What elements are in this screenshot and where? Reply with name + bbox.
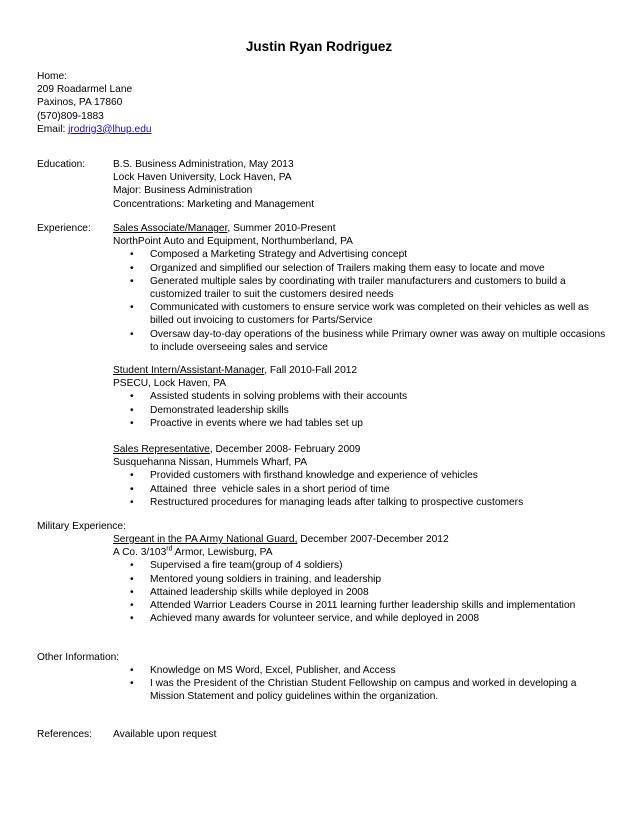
job-1 bbox=[113, 222, 613, 354]
military-dates: December 2007-December 2012 bbox=[297, 534, 449, 545]
list-item: • Demonstrated leadership skills bbox=[113, 404, 613, 417]
job-1-dates: , Summer 2010-Present bbox=[227, 223, 336, 234]
home-contact-block bbox=[37, 70, 152, 136]
home-phone: (570)809-1883 bbox=[37, 110, 104, 122]
job-3-org: Susquehanna Nissan, Hummels Wharf, PA bbox=[113, 457, 308, 469]
list-item: • Proactive in events where we had tables set up bbox=[113, 417, 613, 430]
military-org-location: Armor, Lewisburg, PA bbox=[172, 547, 273, 559]
references-text: Available upon request bbox=[113, 729, 217, 740]
list-item: • Mentored young soldiers in training, and leadership bbox=[113, 573, 613, 586]
home-city: Paxinos, PA 17860 bbox=[37, 97, 123, 109]
list-item: • Attained three vehicle sales in a short period of time bbox=[113, 483, 613, 496]
job-2-title: Student Intern/Assistant-Manager bbox=[113, 365, 265, 376]
list-item: • I was the President of the Christian Student Fellowship on campus and worked in developing a Mission Statement and policy guidelines within the organization. bbox=[113, 677, 613, 703]
job-3-dates: , December 2008- February 2009 bbox=[209, 444, 361, 455]
job-1-title: Sales Associate/Manager bbox=[113, 223, 228, 234]
job-3-title: Sales Representative bbox=[113, 444, 210, 455]
list-item: • Attained leadership skills while deployed in 2008 bbox=[113, 586, 613, 599]
job-3-heading bbox=[113, 443, 613, 456]
resume-name: Justin Ryan Rodriguez bbox=[245, 39, 393, 54]
job-1-org: NorthPoint Auto and Equipment, Northumberland, PA bbox=[113, 236, 353, 248]
list-item: • Knowledge on MS Word, Excel, Publisher, and Access bbox=[113, 664, 613, 677]
list-item: • Attended Warrior Leaders Course in 2011 learning further leadership skills and implementation bbox=[113, 599, 613, 612]
experience-label: Experience: bbox=[37, 223, 91, 234]
home-street: 209 Roadarmel Lane bbox=[37, 84, 133, 96]
education-school: Lock Haven University, Lock Haven, PA bbox=[113, 172, 292, 184]
list-item: • Composed a Marketing Strategy and Advertising concept bbox=[113, 248, 613, 261]
other-block bbox=[113, 664, 613, 704]
job-3 bbox=[113, 443, 613, 509]
list-item: • Supervised a fire team(group of 4 soldiers) bbox=[113, 559, 613, 572]
list-item: • Organized and simplified our selection of Trailers making them easy to locate and move bbox=[113, 262, 613, 275]
military-block bbox=[113, 533, 613, 625]
other-label: Other Information: bbox=[37, 652, 120, 663]
email-label: Email: bbox=[37, 123, 69, 135]
military-org-unit: A Co. 3/103 bbox=[113, 547, 167, 559]
list-item: • Assisted students in solving problems with their accounts bbox=[113, 390, 613, 403]
military-bullets bbox=[113, 559, 613, 625]
list-item: • Achieved many awards for volunteer service, and while deployed in 2008 bbox=[113, 612, 613, 625]
military-label: Military Experience: bbox=[37, 521, 126, 532]
other-bullets bbox=[113, 664, 613, 704]
list-item: • Oversaw day-to-day operations of the business while Primary owner was away on multiple occasions to include overseeing sales and service bbox=[113, 328, 613, 354]
military-title: Sergeant in the PA Army National Guard, bbox=[113, 534, 298, 545]
job-2-dates: , Fall 2010-Fall 2012 bbox=[264, 365, 358, 376]
home-label: Home: bbox=[37, 71, 68, 82]
job-2-heading bbox=[113, 364, 613, 377]
job-2-bullets bbox=[113, 390, 613, 430]
list-item: • Communicated with customers to ensure service work was completed on their vehicles as well as billed out invoicing to customers for Parts/Service bbox=[113, 301, 613, 327]
job-1-bullets bbox=[113, 248, 613, 354]
job-1-heading bbox=[113, 222, 613, 235]
education-block bbox=[113, 158, 613, 211]
job-2-org: PSECU, Lock Haven, PA bbox=[113, 378, 227, 390]
education-concentrations: Concentrations: Marketing and Management bbox=[113, 198, 315, 210]
education-major: Major: Business Administration bbox=[113, 185, 253, 197]
email-link[interactable]: jrodrig3@lhup.edu bbox=[68, 123, 152, 135]
military-org bbox=[113, 546, 613, 559]
home-email-row bbox=[37, 123, 152, 136]
education-degree: B.S. Business Administration, May 2013 bbox=[113, 159, 294, 170]
military-heading bbox=[113, 533, 613, 546]
job-2 bbox=[113, 364, 613, 430]
list-item: • Generated multiple sales by coordinating with trailer manufacturers and customers to build a customized trailer to suit the customers desired needs bbox=[113, 275, 613, 301]
references-label: References: bbox=[37, 729, 92, 740]
job-3-bullets bbox=[113, 469, 613, 509]
list-item: • Restructured procedures for managing leads after talking to prospective customers bbox=[113, 496, 613, 509]
military-org-sup: rd bbox=[166, 545, 173, 553]
list-item: • Provided customers with firsthand knowledge and experience of vehicles bbox=[113, 469, 613, 482]
education-label: Education: bbox=[37, 159, 86, 170]
